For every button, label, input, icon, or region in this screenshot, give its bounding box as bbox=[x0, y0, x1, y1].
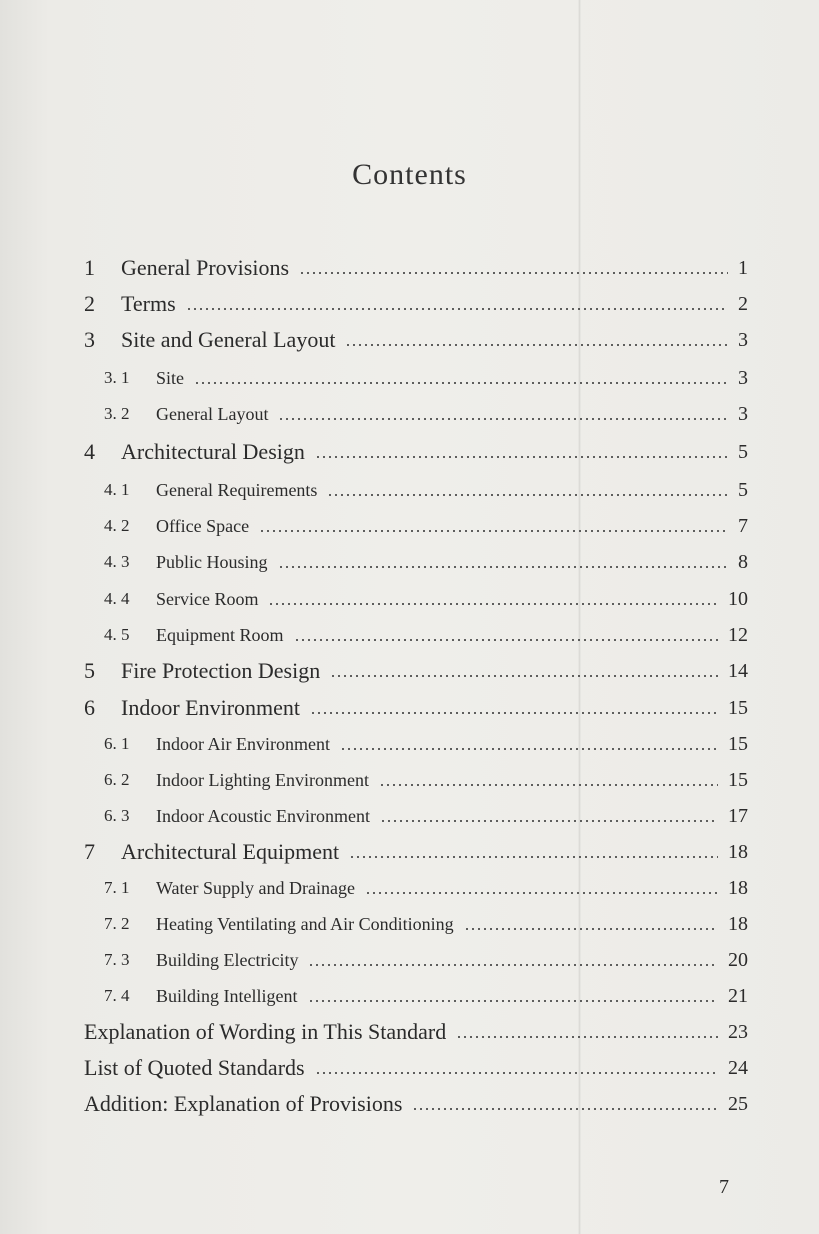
dot-leader bbox=[327, 494, 728, 496]
toc-entry-number: 7. 3 bbox=[104, 950, 130, 969]
dot-leader bbox=[315, 456, 728, 458]
dot-leader bbox=[349, 856, 718, 858]
toc-entry-page: 15 bbox=[728, 732, 748, 755]
toc-entry-label: Indoor Air Environment bbox=[156, 733, 330, 754]
dot-leader bbox=[186, 308, 728, 310]
toc-entry[interactable] bbox=[0, 906, 819, 942]
toc-entry-number: 6. 3 bbox=[104, 806, 130, 825]
dot-leader bbox=[345, 344, 728, 346]
toc-entry-page: 18 bbox=[728, 876, 748, 899]
toc-entry[interactable] bbox=[0, 653, 819, 689]
toc-entry-number: 6. 1 bbox=[104, 734, 130, 753]
toc-entry-label: Site bbox=[156, 367, 185, 388]
toc-entry-number: 4. 3 bbox=[104, 552, 130, 571]
toc-entry[interactable] bbox=[0, 870, 819, 906]
toc-entry[interactable] bbox=[0, 472, 819, 508]
dot-leader bbox=[315, 1072, 718, 1074]
dot-leader bbox=[365, 892, 718, 894]
toc-entry[interactable] bbox=[0, 508, 819, 544]
toc-entry-label: Architectural Equipment bbox=[121, 839, 340, 864]
toc-entry-label: General Requirements bbox=[156, 479, 318, 500]
dot-leader bbox=[464, 928, 718, 930]
toc-entry-number: 6. 2 bbox=[104, 770, 130, 789]
toc-entry-label: Indoor Environment bbox=[121, 695, 301, 720]
toc-entry-number: 7. 1 bbox=[104, 878, 130, 897]
toc-entry[interactable] bbox=[0, 250, 819, 286]
toc-entry-label: Explanation of Wording in This Standard bbox=[84, 1019, 447, 1044]
toc-entry-number: 4. 5 bbox=[104, 625, 130, 644]
toc-entry-label: Indoor Acoustic Environment bbox=[156, 805, 370, 826]
toc-entry-number: 2 bbox=[84, 291, 95, 316]
toc-entry-number: 4. 2 bbox=[104, 516, 130, 535]
toc-entry[interactable] bbox=[0, 581, 819, 617]
dot-leader bbox=[310, 712, 718, 714]
toc-entry[interactable] bbox=[0, 1014, 819, 1050]
toc-entry[interactable] bbox=[0, 434, 819, 470]
toc-entry[interactable] bbox=[0, 942, 819, 978]
toc-entry-page: 2 bbox=[738, 292, 748, 315]
toc-entry-page: 25 bbox=[728, 1092, 748, 1115]
toc-entry[interactable] bbox=[0, 1050, 819, 1086]
toc-entry-label: General Layout bbox=[156, 403, 269, 424]
dot-leader bbox=[194, 382, 728, 384]
toc-entry[interactable] bbox=[0, 396, 819, 432]
toc-entry-page: 15 bbox=[728, 768, 748, 791]
toc-entry-page: 10 bbox=[728, 587, 748, 610]
toc-entry-page: 5 bbox=[738, 478, 748, 501]
toc-entry-page: 3 bbox=[738, 402, 748, 425]
toc-entry-number: 3. 2 bbox=[104, 404, 130, 423]
dot-leader bbox=[308, 1000, 719, 1002]
toc-entry-page: 15 bbox=[728, 696, 748, 719]
toc-entry-number: 7. 2 bbox=[104, 914, 130, 933]
dot-leader bbox=[278, 418, 728, 420]
toc-entry-label: Fire Protection Design bbox=[121, 658, 321, 683]
toc-entry-number: 3 bbox=[84, 327, 95, 352]
toc-entry-page: 18 bbox=[728, 912, 748, 935]
dot-leader bbox=[308, 964, 718, 966]
toc-entry[interactable] bbox=[0, 726, 819, 762]
toc-entry-page: 5 bbox=[738, 440, 748, 463]
toc-entry-number: 4 bbox=[84, 439, 95, 464]
toc-entry[interactable] bbox=[0, 286, 819, 322]
toc-entry-page: 8 bbox=[738, 550, 748, 573]
toc-entry-label: Terms bbox=[121, 291, 176, 316]
toc-entry-page: 20 bbox=[728, 948, 748, 971]
dot-leader bbox=[412, 1108, 718, 1110]
toc-entry[interactable] bbox=[0, 544, 819, 580]
toc-entry-page: 1 bbox=[738, 256, 748, 279]
dot-leader bbox=[380, 820, 718, 822]
page-number: 7 bbox=[719, 1176, 729, 1198]
toc-entry-page: 14 bbox=[728, 659, 748, 682]
toc-entry[interactable] bbox=[0, 762, 819, 798]
page-title: Contents bbox=[352, 158, 467, 191]
toc-entry-label: Indoor Lighting Environment bbox=[156, 769, 369, 790]
toc-entry[interactable] bbox=[0, 360, 819, 396]
toc-entry-label: Heating Ventilating and Air Conditioning bbox=[156, 913, 454, 934]
toc-entry-number: 6 bbox=[84, 695, 95, 720]
dot-leader bbox=[299, 272, 728, 274]
toc-entry-page: 23 bbox=[728, 1020, 748, 1043]
toc-entry[interactable] bbox=[0, 1086, 819, 1122]
dot-leader bbox=[379, 784, 718, 786]
toc-entry-label: Building Intelligent bbox=[156, 985, 298, 1006]
toc-entry-number: 5 bbox=[84, 658, 95, 683]
toc-entry-page: 24 bbox=[728, 1056, 748, 1079]
toc-entry-page: 7 bbox=[738, 514, 748, 537]
dot-leader bbox=[456, 1036, 718, 1038]
dot-leader bbox=[330, 675, 718, 677]
toc-entry-label: Equipment Room bbox=[156, 624, 284, 645]
toc-entry-page: 17 bbox=[728, 804, 748, 827]
toc-entry[interactable] bbox=[0, 834, 819, 870]
toc-entry-page: 18 bbox=[728, 840, 748, 863]
toc-entry-number: 7. 4 bbox=[104, 986, 130, 1005]
toc-entry-number: 1 bbox=[84, 255, 95, 280]
toc-entry-number: 7 bbox=[84, 839, 95, 864]
toc-entry-label: List of Quoted Standards bbox=[84, 1055, 305, 1080]
toc-entry-page: 21 bbox=[728, 984, 748, 1007]
dot-leader bbox=[268, 603, 718, 605]
toc-entry-number: 3. 1 bbox=[104, 368, 130, 387]
toc-entry-number: 4. 1 bbox=[104, 480, 130, 499]
dot-leader bbox=[278, 566, 728, 568]
toc-entry-label: Office Space bbox=[156, 515, 250, 536]
toc-entry-label: Building Electricity bbox=[156, 949, 299, 970]
dot-leader bbox=[294, 639, 719, 641]
toc-entry[interactable] bbox=[0, 978, 819, 1014]
toc-entry[interactable] bbox=[0, 617, 819, 653]
toc-entry-label: Architectural Design bbox=[121, 439, 305, 464]
toc-entry-label: Site and General Layout bbox=[121, 327, 336, 352]
toc-entry-label: General Provisions bbox=[121, 255, 290, 280]
toc-entry[interactable] bbox=[0, 322, 819, 358]
toc-entry-page: 3 bbox=[738, 366, 748, 389]
dot-leader bbox=[259, 530, 728, 532]
toc-entry-page: 12 bbox=[728, 623, 748, 646]
toc-entry-label: Addition: Explanation of Provisions bbox=[84, 1091, 403, 1116]
toc-entry-label: Water Supply and Drainage bbox=[156, 877, 355, 898]
toc-entry[interactable] bbox=[0, 798, 819, 834]
toc-entry-label: Service Room bbox=[156, 588, 259, 609]
toc-entry-number: 4. 4 bbox=[104, 589, 130, 608]
toc-entry-page: 3 bbox=[738, 328, 748, 351]
toc-entry-label: Public Housing bbox=[156, 551, 268, 572]
dot-leader bbox=[340, 748, 718, 750]
toc-entry[interactable] bbox=[0, 690, 819, 726]
